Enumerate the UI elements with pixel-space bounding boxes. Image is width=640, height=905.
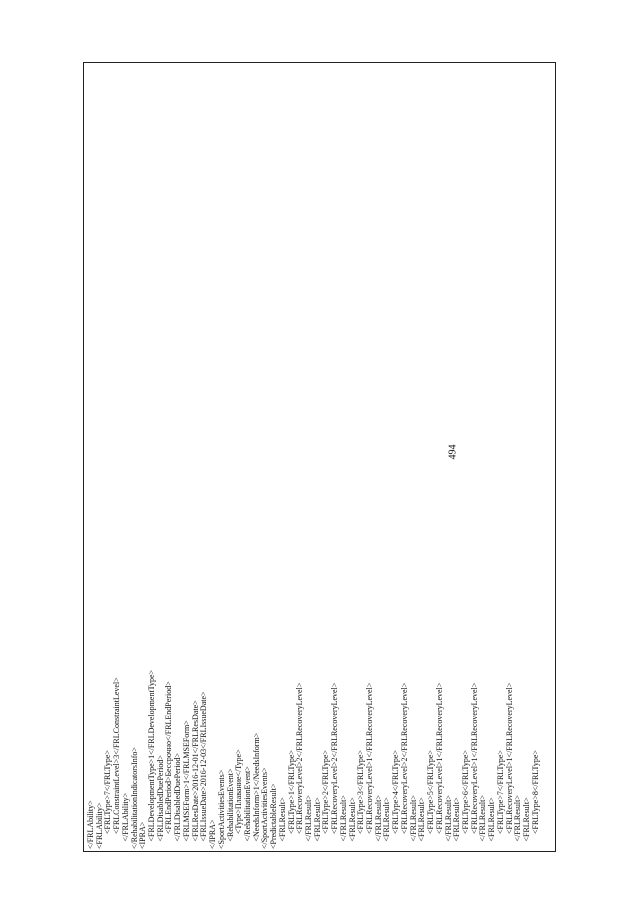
xml-line: <FRLRecoveryLevel>2</FRLRecoveryLevel> bbox=[399, 682, 409, 834]
xml-line: <FRLRecoveryLevel>2</FRLRecoveryLevel> bbox=[330, 682, 340, 834]
xml-line: <FRLResult> bbox=[522, 797, 531, 842]
xml-line: </FRLResult> bbox=[373, 795, 383, 842]
xml-line: <FRLResult> bbox=[487, 797, 497, 842]
xml-line: </RehabilitationIndicatorsInfo> bbox=[129, 747, 139, 849]
xml-line: </FRLResult> bbox=[443, 795, 453, 842]
xml-line: </IPRA> bbox=[208, 819, 218, 849]
xml-line: </FRLResult> bbox=[478, 795, 488, 842]
xml-line: <FRLDisabledDuePeriod> bbox=[155, 755, 165, 842]
xml-line: <FRLRecoveryLevel>1</FRLRecoveryLevel> bbox=[434, 682, 444, 834]
xml-line: <FRLType>1</FRLType> bbox=[286, 750, 296, 834]
xml-line: <FRLRecoveryLevel>1</FRLRecoveryLevel> bbox=[469, 682, 479, 834]
xml-line: <FRLResult> bbox=[277, 797, 287, 842]
xml-line: <FRLType>2</FRLType> bbox=[321, 750, 331, 834]
xml-line: <Type>Плавание</Type> bbox=[234, 749, 244, 834]
xml-line: <FRLResDate>2016-12-01</FRLResDate> bbox=[190, 700, 200, 842]
xml-line: <PredictableResult> bbox=[269, 783, 279, 849]
xml-line: <FRLType>7</FRLType> bbox=[103, 750, 113, 834]
xml-line: <IPRA> bbox=[138, 821, 148, 849]
xml-line: <FRLType>5</FRLType> bbox=[426, 750, 436, 834]
xml-line: </FRLDisabledDuePeriod> bbox=[173, 752, 183, 842]
xml-line: </FRLResult> bbox=[513, 795, 523, 842]
xml-line: <FRLRecoveryLevel>1</FRLRecoveryLevel> bbox=[365, 682, 375, 834]
page-number: 494 bbox=[447, 444, 459, 460]
xml-line: <FRLResult> bbox=[452, 797, 462, 842]
xml-line: </SportActivitiesEvents> bbox=[260, 767, 270, 849]
xml-line: <FRLEndPeriod>Бессрочно</FRLEndPeriod> bbox=[164, 681, 174, 834]
xml-line: <SportActivitiesEvents> bbox=[216, 769, 226, 849]
xml-line: <FRLIssueDate>2016-12-03</FRLIssueDate> bbox=[199, 691, 209, 842]
xml-line: <FRLRecoveryLevel>1</FRLRecoveryLevel> bbox=[504, 682, 514, 834]
xml-line: <FRLAbility> bbox=[94, 802, 104, 849]
xml-line: <FRLType>3</FRLType> bbox=[356, 750, 366, 834]
xml-line: </FRLAbility> bbox=[86, 800, 95, 849]
xml-line: <FRLResult> bbox=[417, 797, 427, 842]
xml-line: <FRLResult> bbox=[312, 797, 322, 842]
xml-line: <FRLType>6</FRLType> bbox=[460, 750, 470, 834]
xml-line: </FRLResult> bbox=[338, 795, 348, 842]
xml-listing bbox=[84, 81, 556, 851]
xml-line: </RehabilitationEvent> bbox=[242, 766, 252, 842]
xml-line: <FRLType>7</FRLType> bbox=[495, 750, 505, 834]
xml-line: <FRLResult> bbox=[382, 797, 392, 842]
xml-line: </FRLResult> bbox=[304, 795, 313, 842]
xml-line: <FRLMSEForm>1</FRLMSEForm> bbox=[181, 720, 191, 842]
xml-line: <NeedsInform>1</NeedsInform> bbox=[251, 732, 261, 842]
xml-line: <RehabilitationEvent> bbox=[225, 768, 235, 842]
xml-line: <FRLConstraintLevel>3</FRLConstraintLevel> bbox=[112, 677, 122, 834]
xml-line: <FRLResult> bbox=[347, 797, 357, 842]
xml-line: <FRLType>4</FRLType> bbox=[391, 750, 401, 834]
xml-line: <FRLRecoveryLevel>2</FRLRecoveryLevel> bbox=[295, 682, 305, 834]
xml-line: </FRLResult> bbox=[408, 795, 418, 842]
xml-line: <FRLType>8</FRLType> bbox=[530, 750, 540, 834]
xml-line: </FRLAbility> bbox=[120, 792, 130, 842]
xml-line: <FRLDevelopmentType>1</FRLDevelopmentType> bbox=[147, 669, 157, 842]
